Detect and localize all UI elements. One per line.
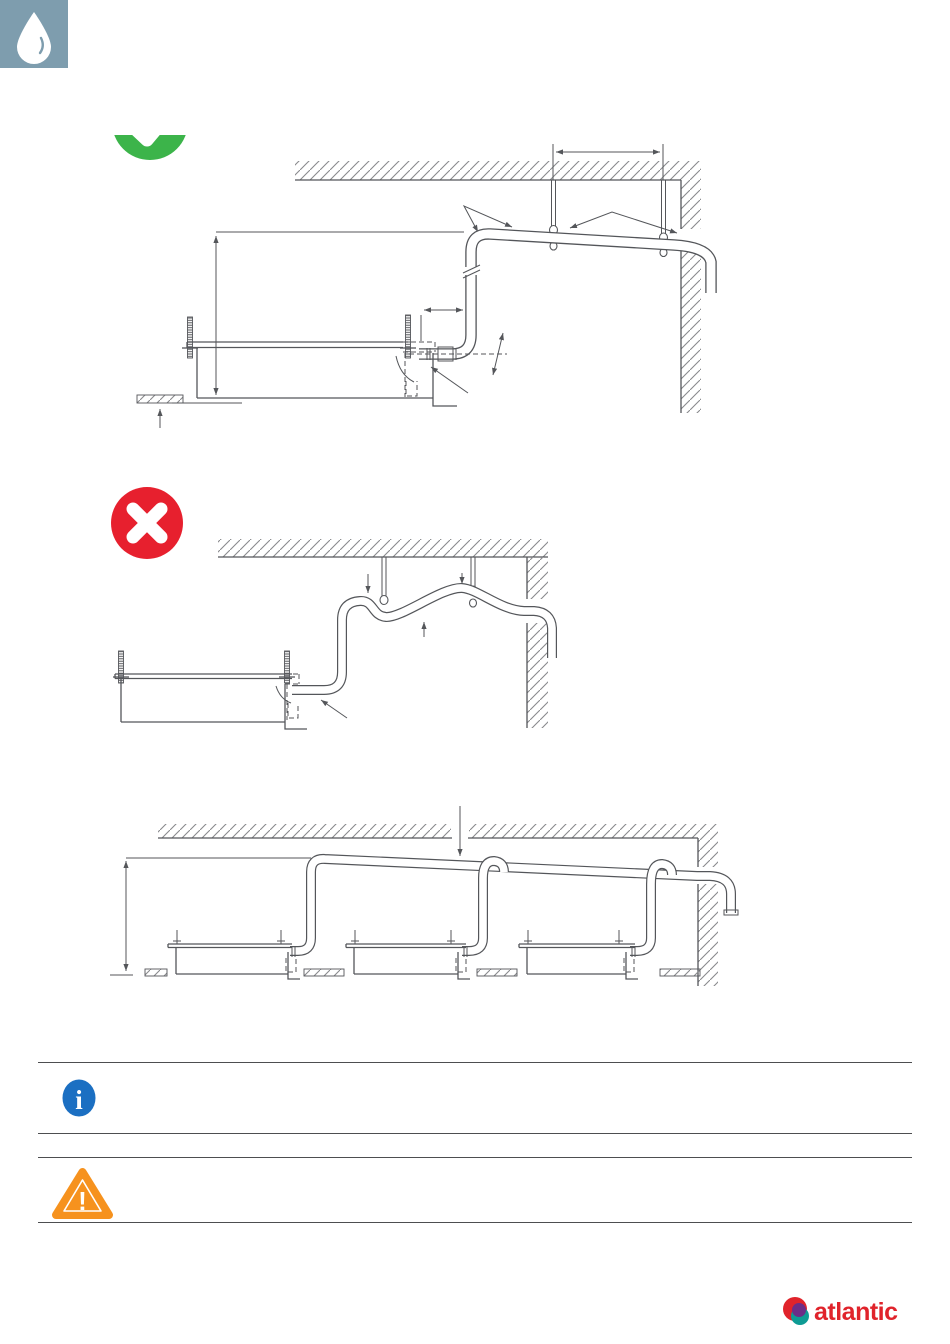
brand-name: atlantic [814,1298,898,1326]
ceiling-slab [295,161,681,180]
atlantic-logo-mark [783,1297,809,1325]
cassette-unit [113,651,307,729]
wall [523,557,550,728]
diagram-correct-installation [0,135,950,435]
divider [38,1133,912,1134]
sagging-drain-pipe [292,588,552,690]
hose-leader-arrow [431,367,468,393]
diagram-multiple-units [0,795,950,1000]
cassette-unit-3 [519,930,638,979]
divider [38,1157,912,1158]
ceiling-slab [158,822,698,839]
hanger-leader-arrow [570,212,677,233]
wall [677,161,704,413]
atlantic-logo [778,1293,918,1333]
divider [38,1222,912,1223]
divider [38,1062,912,1063]
hanger-bolt [406,315,411,358]
false-ceiling-panel [137,395,183,403]
false-ceiling-panel [304,969,344,976]
wall [694,824,722,986]
warning-icon [56,1172,109,1216]
cassette-unit [182,315,457,406]
height-dimension [172,232,464,403]
info-icon [63,1080,96,1117]
water-drop-tab [0,0,70,70]
false-ceiling-panel [145,969,167,976]
false-ceiling-panel [660,969,700,976]
diagram-incorrect-installation [0,480,950,755]
cassette-unit-2 [346,930,470,979]
hanger-bolt [285,651,290,683]
svg-text:!: ! [78,1186,87,1216]
ceiling-slab [218,539,548,557]
check-circle-icon [112,135,188,160]
offset-dimension [421,310,463,341]
info-note [50,1070,120,1130]
hanger-bolt [188,317,193,358]
cross-circle-icon [111,487,183,559]
height-dimension [110,858,311,975]
false-ceiling-panel [477,969,517,976]
hose-leader-arrow [321,700,347,718]
svg-text:i: i [75,1085,83,1115]
riser-unit-2 [462,861,504,951]
warning-note [40,1162,140,1226]
elbow-leader-arrow [464,206,512,232]
cassette-unit-1 [168,930,300,979]
hanger-bolt [119,651,124,683]
